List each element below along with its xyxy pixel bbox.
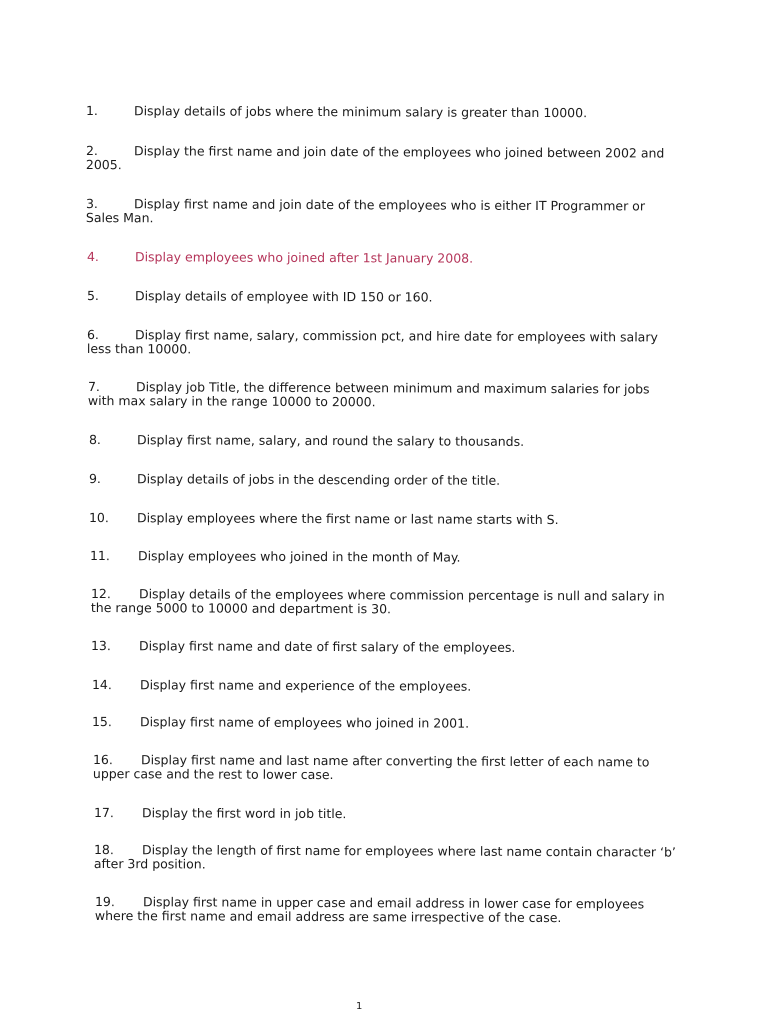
item-text: Display the first word in job title. (141, 805, 347, 822)
item-text: Display employees where the first name or last name starts with S. (136, 510, 559, 528)
list-item (91, 587, 681, 618)
item-text: Display first name and join date of the employees who is either IT Programmer or Sales Man. (85, 196, 646, 226)
item-number: 5. (86, 288, 99, 304)
item-number: 6. (86, 327, 99, 343)
item-number: 1. (85, 103, 98, 119)
item-text: Display details of employee with ID 150 or 160. (134, 288, 433, 305)
list-item (89, 511, 679, 528)
list-item (93, 753, 683, 784)
list-item (92, 715, 682, 732)
item-number: 11. (89, 548, 110, 564)
item-number: 14. (91, 677, 112, 693)
list-item (87, 328, 677, 359)
item-text: Display employees who joined after 1st January 2008. (134, 249, 474, 266)
item-number: 12. (90, 586, 111, 602)
list-item (89, 472, 679, 489)
item-text: Display first name and date of first salary of the employees. (138, 638, 516, 655)
item-number: 3. (85, 196, 98, 212)
item-text: Display first name in upper case and email address in lower case for employees where the first name and email address are same irrespective of the case. (94, 894, 645, 926)
item-text: Display details of the employees where commission percentage is null and salary in the range 5000 to 10000 and department is 30. (90, 586, 665, 617)
item-text: Display the first name and join date of the employees who joined between 2002 and 2005. (85, 143, 665, 173)
list-item (86, 104, 676, 121)
item-number: 9. (88, 471, 101, 487)
item-text: Display details of jobs where the minimum salary is greater than 10000. (133, 103, 588, 121)
item-number: 18. (93, 842, 114, 858)
item-number: 8. (88, 432, 101, 448)
list-item-highlighted (87, 250, 677, 267)
item-number: 19. (94, 894, 115, 910)
list-item (86, 197, 676, 228)
list-item (94, 806, 684, 823)
item-number: 10. (88, 510, 109, 526)
page-number: 1 (356, 1001, 363, 1012)
item-text: Display the length of first name for employees where last name contain character ‘b’ after 3rd position. (93, 842, 676, 872)
list-item (86, 144, 676, 175)
list-item (95, 895, 685, 926)
item-number: 16. (92, 752, 113, 768)
item-text: Display employees who joined in the month of May. (137, 548, 461, 565)
list-item (94, 843, 684, 874)
item-text: Display first name, salary, and round the salary to thousands. (136, 432, 525, 449)
item-text: Display details of jobs in the descending order of the title. (136, 471, 501, 488)
item-text: Display first name, salary, commission pct, and hire date for employees with salary less than 10000. (86, 327, 658, 357)
item-number: 17. (93, 805, 114, 821)
item-number: 15. (91, 714, 112, 730)
item-number: 13. (90, 638, 111, 654)
list-item (87, 289, 677, 306)
item-text: Display first name and experience of the employees. (139, 677, 472, 694)
list-item (91, 639, 681, 656)
list-item (89, 433, 679, 450)
item-text: Display first name and last name after converting the first letter of each name to upper case and the rest to lower case. (92, 752, 650, 783)
item-text: Display first name of employees who joined in 2001. (139, 714, 470, 731)
item-number: 4. (86, 249, 99, 265)
item-text: Display job Title, the difference between minimum and maximum salaries for jobs with max salary in the range 10000 to 20000. (87, 379, 650, 410)
list-item (92, 678, 682, 695)
list-item (90, 549, 680, 566)
item-number: 7. (87, 379, 100, 395)
list-item (88, 380, 678, 411)
item-number: 2. (85, 143, 98, 159)
